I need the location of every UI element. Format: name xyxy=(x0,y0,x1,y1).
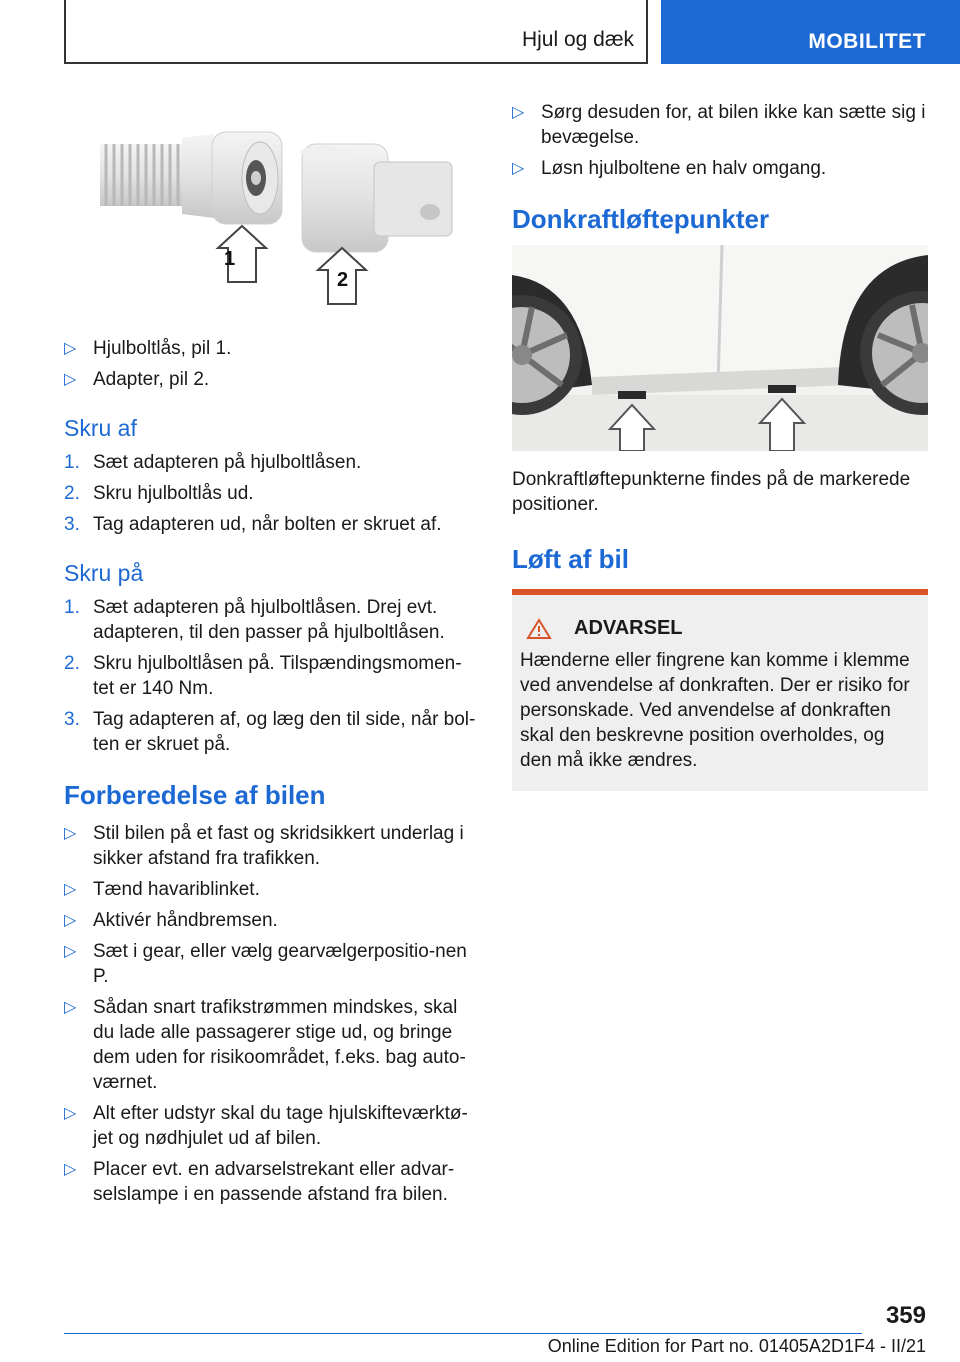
jacking-points-caption: Donkraftløftepunkterne findes på de markerede positioner. xyxy=(512,469,911,515)
bolt-and-adapter-icon xyxy=(64,100,480,322)
list-item: ▷ Sæt i gear, eller vælg gearvælgerpositio-nen P. xyxy=(64,941,467,987)
numbered-list xyxy=(64,595,480,757)
list-item: ▷ Aktivér håndbremsen. xyxy=(64,910,278,931)
bullet-list xyxy=(64,821,480,1207)
footer-divider xyxy=(64,1333,862,1334)
list-item: 2. Skru hjulboltlåsen på. Tilspændingsmomen-tet er 140 Nm. xyxy=(64,653,462,699)
list-item: 1. Sæt adapteren på hjulboltlåsen. Drej evt. adapteren, til den passer på hjulboltlåsen. xyxy=(64,597,445,643)
jacking-points-illustration xyxy=(512,245,928,451)
warning-header xyxy=(526,617,920,640)
list-item: ▷ Placer evt. en advarselstrekant eller advar-selslampe i en passende afstand fra bilen. xyxy=(64,1159,455,1205)
list-item: ▷ Løsn hjulboltene en halv omgang. xyxy=(512,158,827,179)
arrow-label-1: 1 xyxy=(224,248,236,270)
footer-edition: Online Edition for Part no. 01405A2D1F4 - II/21 xyxy=(547,1336,926,1356)
car-jacking-points-icon xyxy=(512,245,928,451)
chapter-tab-label: MOBILITET xyxy=(808,30,926,53)
bullet-triangle-icon: ▷ xyxy=(64,912,77,929)
section-heading-skru-af: Skru af xyxy=(64,415,137,441)
right-column xyxy=(512,100,928,791)
bullet-triangle-icon: ▷ xyxy=(64,825,77,842)
list-item: ▷ Sørg desuden for, at bilen ikke kan sætte sig i bevægelse. xyxy=(512,102,926,148)
list-item: ▷ Tænd havariblinket. xyxy=(64,879,260,900)
bullet-triangle-icon: ▷ xyxy=(64,999,77,1016)
left-column xyxy=(64,100,480,1213)
numbered-list xyxy=(64,450,480,537)
list-item: 3. Tag adapteren af, og læg den til side, når bol-ten er skruet på. xyxy=(64,709,476,755)
section-heading-skru-paa: Skru på xyxy=(64,560,144,586)
chapter-title: Hjul og dæk xyxy=(521,28,634,51)
chapter-tab[interactable] xyxy=(661,0,960,64)
list-item: ▷ Hjulboltlås, pil 1. xyxy=(64,338,232,359)
arrow-label-2: 2 xyxy=(337,269,349,291)
bullet-triangle-icon: ▷ xyxy=(64,371,77,388)
list-item: ▷ Stil bilen på et fast og skridsikkert underlag i sikker afstand fra trafikken. xyxy=(64,823,464,869)
section-heading-loeft-af-bil: Løft af bil xyxy=(512,544,629,574)
list-item: 2. Skru hjulboltlås ud. xyxy=(64,483,254,504)
warning-box xyxy=(512,589,928,791)
page-number: 359 xyxy=(885,1302,926,1329)
list-item: ▷ Sådan snart trafikstrømmen mindskes, skal du lade alle passagerer stige ud, og bringe dem uden for risikoområdet, f.eks. bag auto-værnet. xyxy=(64,997,466,1093)
figure-legend xyxy=(64,336,480,392)
header-box xyxy=(64,0,648,64)
bullet-triangle-icon: ▷ xyxy=(64,943,77,960)
list-item: ▷ Adapter, pil 2. xyxy=(64,369,210,390)
bullet-triangle-icon: ▷ xyxy=(512,160,525,177)
bullet-triangle-icon: ▷ xyxy=(64,340,77,357)
wheel-bolt-lock-illustration xyxy=(64,100,480,322)
list-item: 3. Tag adapteren ud, når bolten er skruet af. xyxy=(64,514,442,535)
bullet-triangle-icon: ▷ xyxy=(512,104,525,121)
list-item: 1. Sæt adapteren på hjulboltlåsen. xyxy=(64,452,362,473)
section-heading-donkraft: Donkraftløftepunkter xyxy=(512,204,770,234)
warning-triangle-icon xyxy=(526,618,552,640)
warning-title: ADVARSEL xyxy=(574,617,683,639)
bullet-triangle-icon: ▷ xyxy=(64,881,77,898)
list-item: ▷ Alt efter udstyr skal du tage hjulskifteværktø-jet og nødhjulet ud af bilen. xyxy=(64,1103,468,1149)
bullet-triangle-icon: ▷ xyxy=(64,1161,77,1178)
bullet-triangle-icon: ▷ xyxy=(64,1105,77,1122)
section-heading-forberedelse: Forberedelse af bilen xyxy=(64,780,326,810)
warning-text: Hænderne eller fingrene kan komme i klemme ved anvendelse af donkraften. Der er risiko for personskade. Ved anvendelse af donkraften skal den beskrevne position overholdes, og den må ikke ændres. xyxy=(520,650,910,771)
